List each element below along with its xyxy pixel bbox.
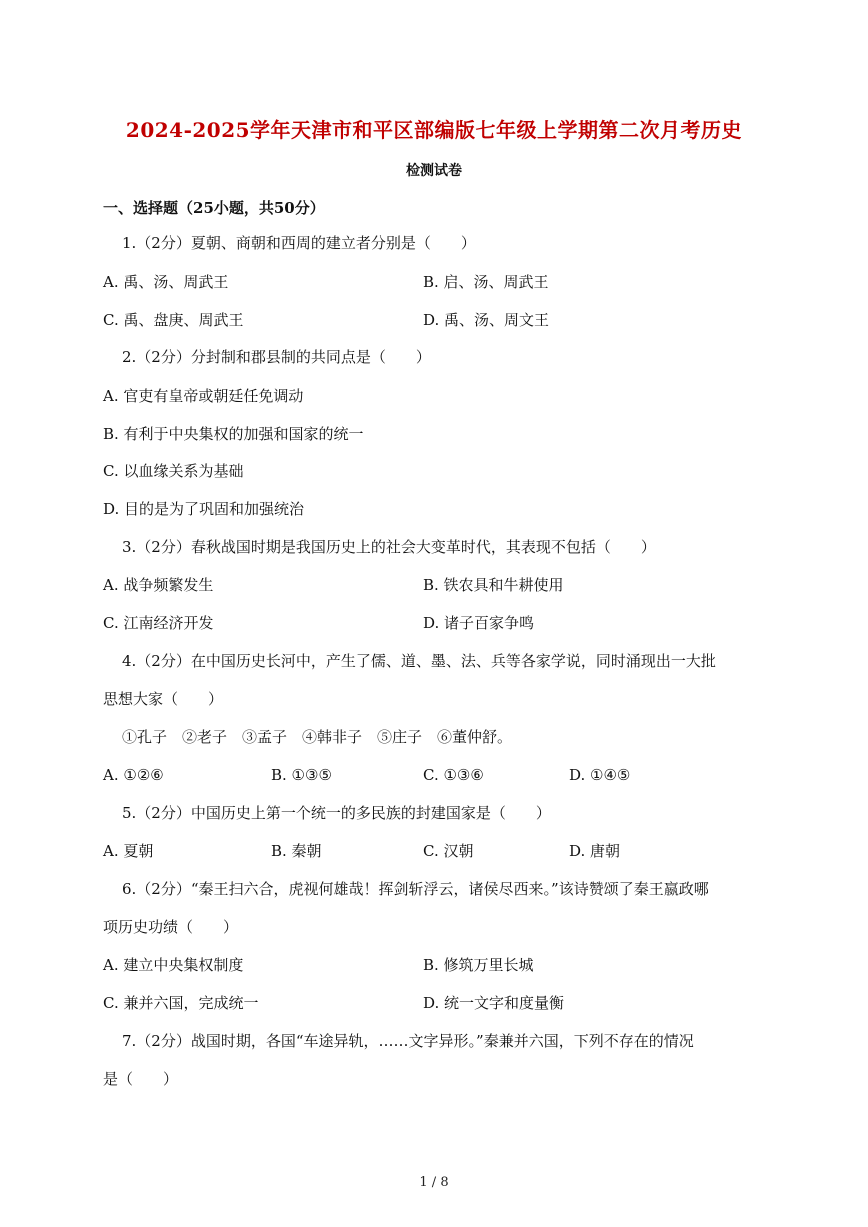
question-2-stem: 2.（2分）分封制和郡县制的共同点是（ ） xyxy=(122,348,431,366)
question-2-option-a: A. 官吏有皇帝或朝廷任免调动 xyxy=(103,387,304,405)
question-5-option-c: C. 汉朝 xyxy=(423,842,474,860)
question-6-option-c: C. 兼并六国，完成统一 xyxy=(103,994,259,1012)
question-6-option-a: A. 建立中央集权制度 xyxy=(103,956,244,974)
page-number: 1 / 8 xyxy=(419,1175,449,1190)
question-4-option-a: A. ①②⑥ xyxy=(103,766,164,784)
question-6-option-b: B. 修筑万里长城 xyxy=(423,956,534,974)
question-1-option-b: B. 启、汤、周武王 xyxy=(423,273,549,291)
document-subtitle: 检测试卷 xyxy=(406,163,462,179)
section-heading: 一、选择题（25小题，共50分） xyxy=(103,199,325,217)
question-4-option-d: D. ①④⑤ xyxy=(569,766,631,784)
question-3-option-b: B. 铁农具和牛耕使用 xyxy=(423,576,564,594)
question-6-stem-line-2: 项历史功绩（ ） xyxy=(103,918,239,936)
question-3-option-d: D. 诸子百家争鸣 xyxy=(423,614,535,632)
question-3-option-a: A. 战争频繁发生 xyxy=(103,576,214,594)
question-4-stem-line-2: 思想大家（ ） xyxy=(103,690,224,708)
question-2-option-b: B. 有利于中央集权的加强和国家的统一 xyxy=(103,425,364,443)
question-3-stem: 3.（2分）春秋战国时期是我国历史上的社会大变革时代，其表现不包括（ ） xyxy=(122,538,656,556)
question-6-option-d: D. 统一文字和度量衡 xyxy=(423,994,565,1012)
question-7-stem-line-2: 是（ ） xyxy=(103,1070,179,1088)
question-2-option-c: C. 以血缘关系为基础 xyxy=(103,462,244,480)
question-3-option-c: C. 江南经济开发 xyxy=(103,614,214,632)
question-5-option-d: D. 唐朝 xyxy=(569,842,621,860)
question-1-option-a: A. 禹、汤、周武王 xyxy=(103,273,229,291)
question-1-option-c: C. 禹、盘庚、周武王 xyxy=(103,311,244,329)
question-1-option-d: D. 禹、汤、周文王 xyxy=(423,311,550,329)
question-4-items: ①孔子 ②老子 ③孟子 ④韩非子 ⑤庄子 ⑥董仲舒。 xyxy=(122,728,513,746)
question-2-option-d: D. 目的是为了巩固和加强统治 xyxy=(103,500,305,518)
question-4-stem-line-1: 4.（2分）在中国历史长河中，产生了儒、道、墨、法、兵等各家学说，同时涌现出一大批 xyxy=(122,652,716,670)
question-5-option-a: A. 夏朝 xyxy=(103,842,154,860)
document-title: 2024-2025学年天津市和平区部编版七年级上学期第二次月考历史 xyxy=(125,118,743,142)
question-6-stem-line-1: 6.（2分）“秦王扫六合，虎视何雄哉！挥剑斩浮云，诸侯尽西来。”该诗赞颂了秦王嬴政哪 xyxy=(122,880,709,898)
question-1-stem: 1.（2分）夏朝、商朝和西周的建立者分别是（ ） xyxy=(122,234,476,252)
question-5-option-b: B. 秦朝 xyxy=(271,842,322,860)
question-7-stem-line-1: 7.（2分）战国时期，各国“车途异轨，……文字异形。”秦兼并六国，下列不存在的情况 xyxy=(122,1032,694,1050)
question-4-option-c: C. ①③⑥ xyxy=(423,766,484,784)
question-4-option-b: B. ①③⑤ xyxy=(271,766,332,784)
question-5-stem: 5.（2分）中国历史上第一个统一的多民族的封建国家是（ ） xyxy=(122,804,551,822)
